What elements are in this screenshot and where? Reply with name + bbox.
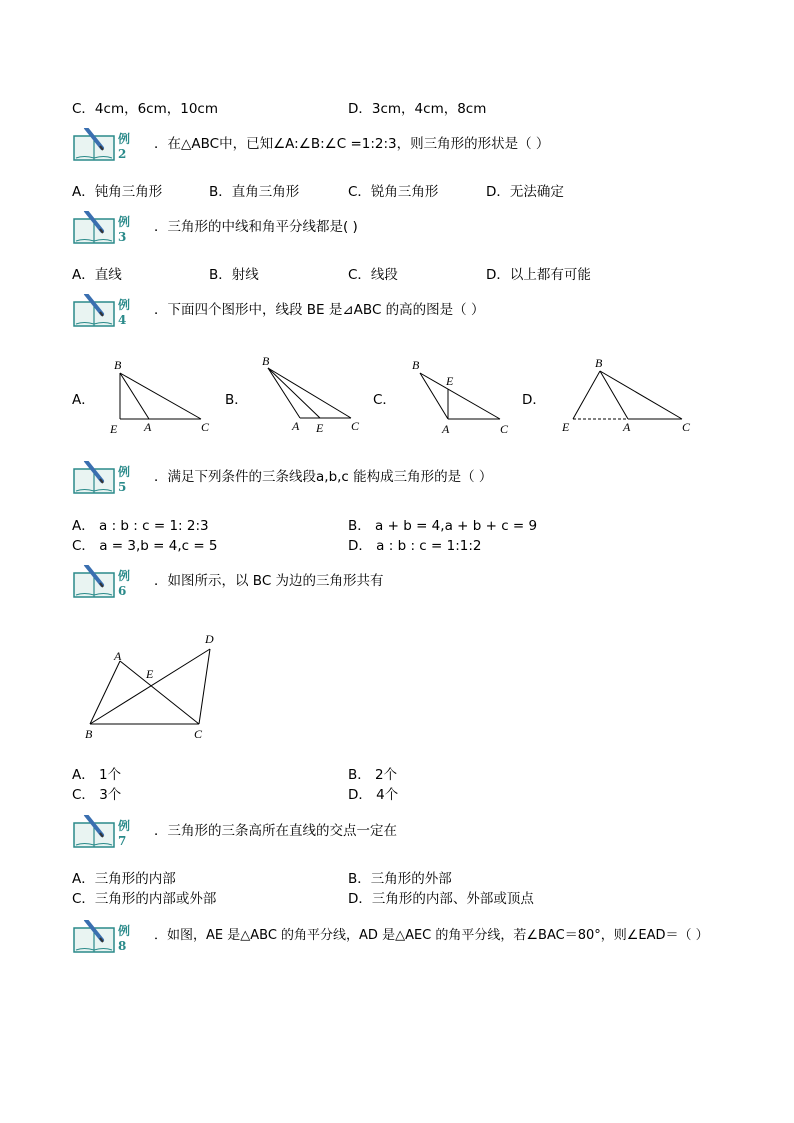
option-c: C．线段: [348, 267, 398, 283]
label-a: A: [623, 420, 631, 434]
label-a: A: [114, 649, 122, 663]
option-d: D． a : b : c = 1:1:2: [348, 538, 482, 554]
book-pencil-icon: [72, 294, 116, 328]
option-c-top: C．4cm，6cm，10cm: [72, 101, 219, 117]
example-label: 例5: [118, 465, 131, 494]
option-c: C．锐角三角形: [348, 184, 439, 200]
example-label: 例6: [118, 569, 131, 598]
example-label: 例7: [118, 819, 131, 848]
example-label: 例8: [118, 924, 131, 953]
figure-c: [406, 355, 521, 440]
option-c: C．三角形的内部或外部: [72, 891, 217, 907]
option-c: C．: [373, 392, 396, 408]
question-stem: ．三角形的中线和角平分线都是( ): [154, 219, 358, 235]
label-b: B: [412, 358, 420, 372]
option-b: B．三角形的外部: [348, 871, 452, 887]
option-b: B．射线: [209, 267, 259, 283]
label-c: C: [194, 727, 203, 741]
book-pencil-icon: [72, 815, 116, 849]
option-c: C． 3个: [72, 787, 122, 803]
option-b: B． 2个: [348, 767, 398, 783]
option-a: A．: [72, 392, 95, 408]
book-pencil-icon: [72, 211, 116, 245]
label-c: C: [351, 419, 360, 433]
label-e: E: [562, 420, 570, 434]
label-e: E: [316, 421, 324, 435]
option-a: A． a : b : c = 1: 2:3: [72, 518, 209, 534]
figure-6: [80, 628, 230, 743]
option-a: A．钝角三角形: [72, 184, 163, 200]
label-a: A: [442, 422, 450, 436]
book-pencil-icon: [72, 461, 116, 495]
example-label: 例3: [118, 215, 131, 244]
example-label: 例4: [118, 298, 131, 327]
option-b: B． a + b = 4,a + b + c = 9: [348, 518, 538, 534]
label-b: B: [85, 727, 93, 741]
label-b: B: [595, 356, 603, 370]
option-a: A． 1个: [72, 767, 122, 783]
question-stem: ．三角形的三条高所在直线的交点一定在: [154, 823, 397, 839]
label-d: D: [205, 632, 214, 646]
label-e: E: [146, 667, 154, 681]
option-b: B．: [225, 392, 248, 408]
option-d: D．: [522, 392, 546, 408]
option-d-top: D．3cm，4cm，8cm: [348, 101, 487, 117]
figure-d: [558, 355, 698, 440]
option-b: B．直角三角形: [209, 184, 300, 200]
option-c: C． a = 3,b = 4,c = 5: [72, 538, 218, 554]
figure-a: [100, 355, 220, 440]
option-a: A．直线: [72, 267, 122, 283]
label-c: C: [500, 422, 509, 436]
example-label: 例2: [118, 132, 131, 161]
figure-b: [256, 352, 371, 437]
question-stem: ．在△ABC中，已知∠A:∠B:∠C =1:2:3，则三角形的形状是（ ）: [154, 136, 550, 152]
book-pencil-icon: [72, 128, 116, 162]
label-b: B: [262, 354, 270, 368]
option-d: D．以上都有可能: [486, 267, 591, 283]
question-stem: ．如图所示，以 BC 为边的三角形共有: [154, 573, 384, 589]
option-d: D． 4个: [348, 787, 399, 803]
label-c: C: [682, 420, 691, 434]
option-d: D．三角形的内部、外部或顶点: [348, 891, 534, 907]
label-b: B: [114, 358, 122, 372]
label-e: E: [110, 422, 118, 436]
question-stem: ．满足下列条件的三条线段a,b,c 能构成三角形的是（ ）: [154, 469, 493, 485]
label-a: A: [292, 419, 300, 433]
label-a: A: [144, 420, 152, 434]
option-d: D．无法确定: [486, 184, 564, 200]
option-a: A．三角形的内部: [72, 871, 176, 887]
label-c: C: [201, 420, 210, 434]
question-stem: ．如图，AE 是△ABC 的角平分线，AD 是△AEC 的角平分线，若∠BAC＝80°，则∠EAD＝（ ）: [154, 928, 709, 943]
book-pencil-icon: [72, 920, 116, 954]
label-e: E: [446, 374, 454, 388]
book-pencil-icon: [72, 565, 116, 599]
question-stem: ．下面四个图形中，线段 BE 是⊿ABC 的高的图是（ ）: [154, 302, 485, 318]
